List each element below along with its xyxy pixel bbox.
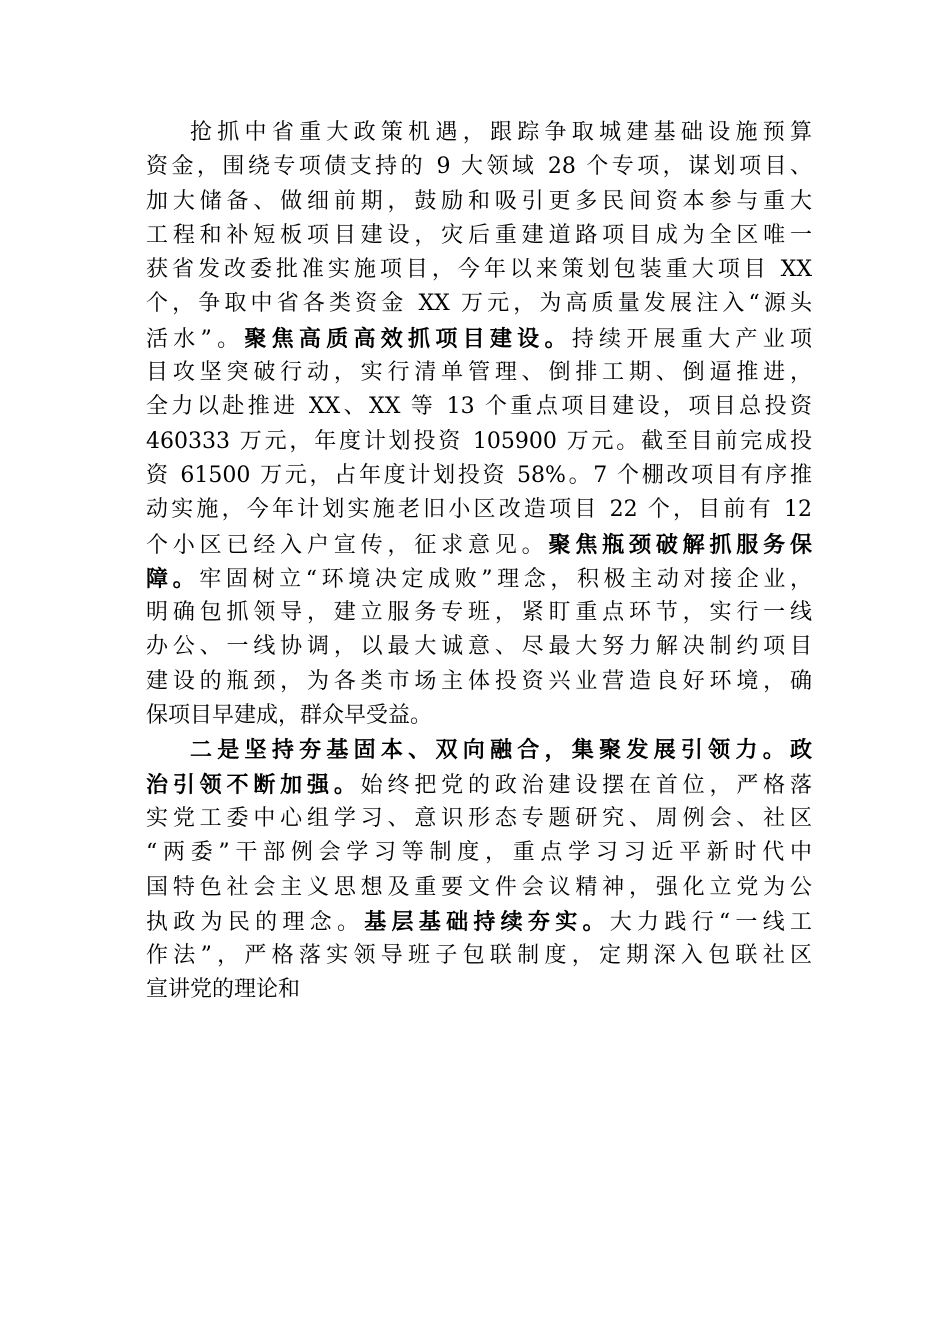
text-line [146,322,812,356]
text-line [146,905,812,939]
text-line [146,116,812,150]
text-line [146,699,812,733]
text-run: 工程和补短板项目建设，灾后重建道路项目成为全区唯一 [146,222,812,248]
text-line [146,219,812,253]
text-run: 国特色社会主义思想及重要文件会议精神，强化立党为公 [146,874,812,900]
paragraph-2 [146,733,812,1007]
text-run: 实党工委中心组学习、意识形态专题研究、周例会、社区 [146,805,812,831]
text-line [146,493,812,527]
text-run: 抢抓中省重大政策机遇，跟踪争取城建基础设施预算 [190,120,812,145]
text-line [146,973,812,1007]
text-run: 作法”，严格落实领导班子包联制度，定期深入包联社区 [146,943,812,969]
text-run: 个小区已经入户宣传，征求意见。 [146,532,549,558]
text-run: 全力以赴推进 XX、XX 等 13 个重点项目建设，项目总投资 [146,394,812,420]
text-line [146,939,812,973]
text-line [146,836,812,870]
text-line [146,596,812,630]
text-run: 持续开展重大产业项 [571,326,812,352]
text-line [146,733,812,767]
text-run: 牢固树立“环境决定成败”理念，积极主动对接企业， [199,566,812,592]
text-line [146,528,812,562]
text-run: 460333 万元，年度计划投资 105900 万元。截至目前完成投 [146,428,812,454]
text-line [146,562,812,596]
text-run: 办公、一线协调，以最大诚意、尽最大努力解决制约项目 [146,634,812,660]
text-line [146,665,812,699]
text-run: 个，争取中省各类资金 XX 万元，为高质量发展注入“源头 [146,291,812,317]
text-line [146,768,812,802]
text-line [146,150,812,184]
text-run: 始终把党的政治建设摆在首位，严格落 [360,772,812,798]
text-run: 加大储备、做细前期，鼓励和吸引更多民间资本参与重大 [146,188,812,214]
bold-heading: 治引领不断加强。 [146,771,361,798]
text-run: 动实施，今年计划实施老旧小区改造项目 22 个，目前有 12 [146,497,812,523]
text-line [146,287,812,321]
text-run: 宣讲党的理论和 [146,977,301,1003]
text-line [146,871,812,905]
text-run: “两委”干部例会学习等制度，重点学习习近平新时代中 [146,840,812,866]
text-line [146,802,812,836]
text-run: 大力践行“一线工 [609,909,812,935]
text-line [146,390,812,424]
text-run: 目攻坚突破行动，实行清单管理、倒排工期、倒逼推进， [146,360,812,386]
text-line [146,253,812,287]
bold-heading: 障。 [146,565,200,592]
paragraph-1 [146,116,812,733]
text-run: 执政为民的理念。 [146,909,365,935]
bold-heading: 二是坚持夯基固本、双向融合，集聚发展引领力。政 [190,737,812,764]
text-run: 明确包抓领导，建立服务专班，紧盯重点环节，实行一线 [146,600,812,626]
bold-heading: 基层基础持续夯实。 [364,908,610,935]
bold-heading: 聚焦瓶颈破解抓服务保 [548,531,812,558]
text-run: 资金，围绕专项债支持的 9 大领域 28 个专项，谋划项目、 [146,154,812,180]
text-line [146,185,812,219]
text-line [146,459,812,493]
bold-heading: 聚焦高质高效抓项目建设。 [244,325,572,352]
text-line [146,425,812,459]
text-line [146,630,812,664]
text-run: 获省发改委批准实施项目，今年以来策划包装重大项目 XX [146,257,812,283]
text-run: 资 61500 万元，占年度计划投资 58%。7 个棚改项目有序推 [146,462,812,488]
text-run: 活水”。 [146,326,245,352]
text-line [146,356,812,390]
text-run: 建设的瓶颈，为各类市场主体投资兴业营造良好环境，确 [146,668,812,694]
document-page [146,116,812,1008]
text-run: 保项目早建成，群众早受益。 [146,703,433,729]
